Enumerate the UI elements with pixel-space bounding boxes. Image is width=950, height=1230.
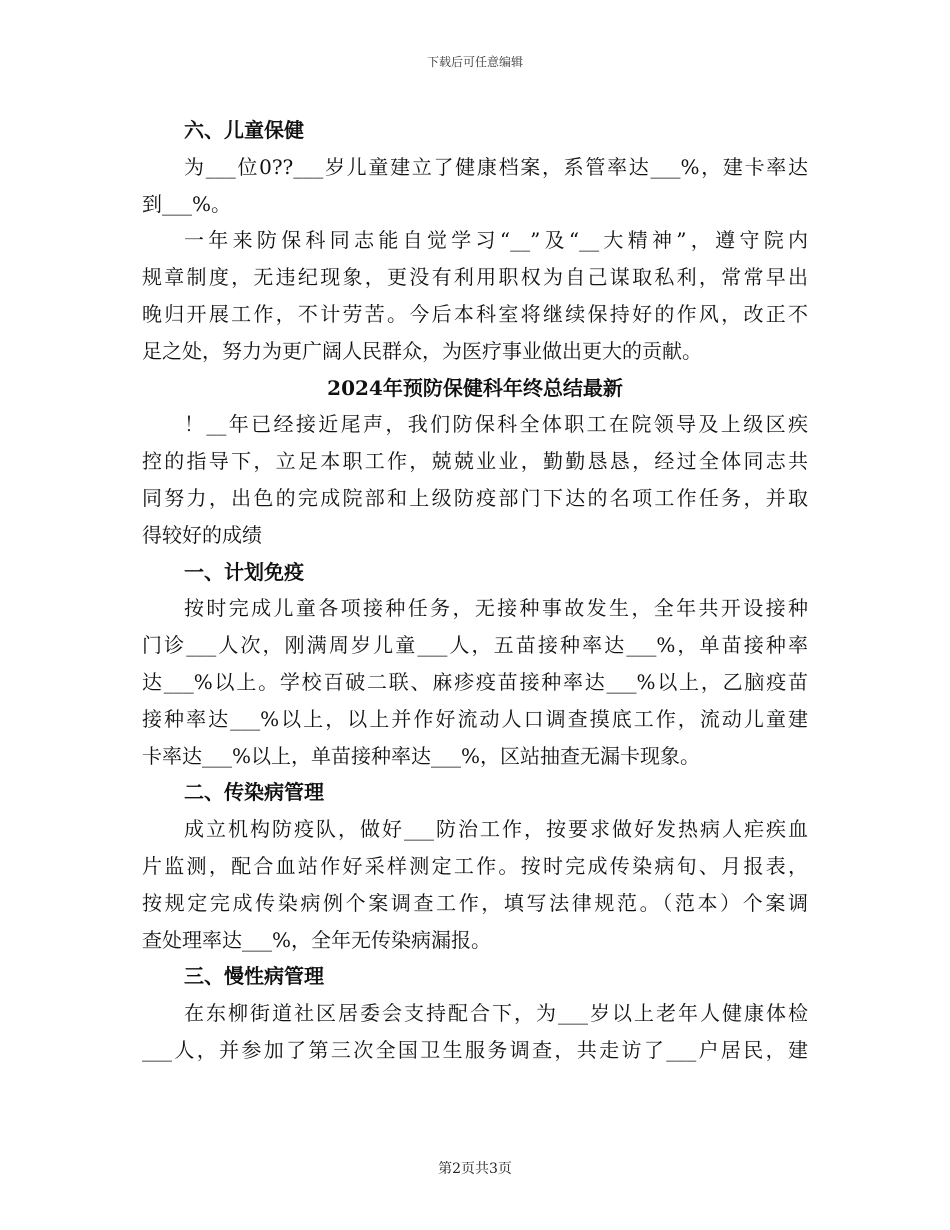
paragraph-line: 卡率达___%以上，单苗接种率达___%，区站抽查无漏卡现象。 [142, 743, 701, 768]
paragraph-line: 控的指导下，立足本职工作，兢兢业业，勤勤恳恳，经过全体同志共 [142, 449, 808, 474]
paragraph-line: 接种率达___%以上，以上并作好流动人口调查摸底工作，流动儿童建 [142, 706, 808, 731]
section-heading-chronic-disease: 三、慢性病管理 [184, 964, 324, 989]
section-heading-immunization: 一、计划免疫 [184, 559, 304, 584]
paragraph-line: 到___%。 [142, 191, 232, 216]
paragraph-line: 在东柳街道社区居委会支持配合下，为___岁以上老年人健康体检 [184, 1001, 808, 1026]
paragraph-line: 同努力，出色的完成院部和上级防疫部门下达的名项工作任务，并取 [142, 485, 808, 510]
page-header-note: 下载后可任意编辑 [426, 55, 523, 69]
paragraph-line: 按时完成儿童各项接种任务，无接种事故发生，全年共开设接种 [184, 596, 808, 621]
paragraph-line: 晚归开展工作，不计劳苦。今后本科室将继续保持好的作风，改正不 [142, 301, 808, 326]
paragraph-line: 片监测，配合血站作好采样测定工作。按时完成传染病旬、月报表， [142, 853, 808, 878]
paragraph-line: 查处理率达___%，全年无传染病漏报。 [142, 927, 492, 952]
paragraph-line: 足之处，努力为更广阔人民群众，为医疗事业做出更大的贡献。 [142, 338, 702, 363]
paragraph-line: 门诊___人次，刚满周岁儿童___人，五苗接种率达___%，单苗接种率 [142, 633, 808, 658]
document-body [142, 112, 808, 1069]
page-number: 第2页共3页 [438, 1161, 512, 1177]
paragraph-line: ！__年已经接近尾声，我们防保科全体职工在院领导及上级区疾 [184, 412, 808, 437]
paragraph-line: 得较好的成绩 [142, 522, 262, 547]
section-heading-infectious-disease: 二、传染病管理 [184, 780, 324, 805]
paragraph-line: ___人，并参加了第三次全国卫生服务调查，共走访了___户居民，建 [142, 1037, 808, 1062]
paragraph-line: 规章制度，无违纪现象，更没有利用职权为自己谋取私利，常常早出 [142, 265, 808, 290]
paragraph-line: 达___%以上。学校百破二联、麻疹疫苗接种率达___%以上，乙脑疫苗 [142, 669, 808, 694]
section-heading-child-health: 六、儿童保健 [184, 118, 304, 142]
paragraph-line: 按规定完成传染病例个案调查工作，填写法律规范。（范本）个案调 [142, 890, 808, 915]
document-title: 2024年预防保健科年终总结最新 [327, 375, 623, 400]
paragraph-line: 为___位0??___岁儿童建立了健康档案，系管率达___%，建卡率达 [184, 154, 808, 179]
paragraph-line: 成立机构防疫队，做好___防治工作，按要求做好发热病人疟疾血 [184, 817, 808, 842]
paragraph-line: 一年来防保科同志能自觉学习“__”及“__大精神”，遵守院内 [184, 228, 808, 253]
